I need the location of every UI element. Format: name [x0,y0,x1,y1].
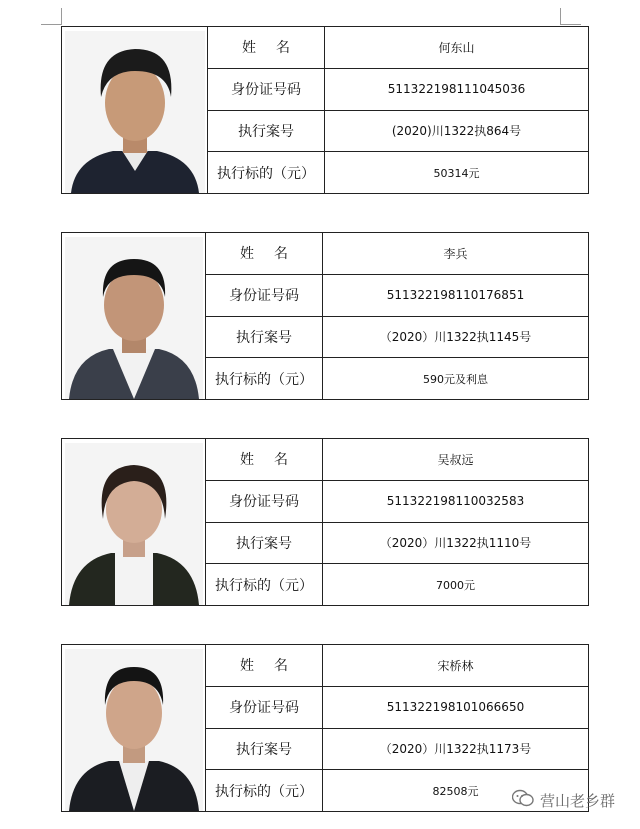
id-value: 511322198110032583 [386,494,525,509]
id-label: 身份证号码 [208,69,325,110]
watermark [512,789,615,811]
info-fields [206,645,588,811]
case-label: 执行案号 [206,729,323,770]
id-row [206,275,588,317]
person-photo [65,31,205,193]
wechat-icon [512,789,534,811]
name-value: 吴叔远 [437,452,474,467]
name-label: 姓名 [206,645,323,686]
person-photo [65,443,203,605]
case-label: 执行案号 [208,111,325,152]
record-card [61,232,589,400]
amount-value: 7000元 [436,578,475,592]
case-row [206,317,588,359]
case-value: （2020）川1322执1145号 [379,330,532,345]
name-label: 姓名 [206,439,323,480]
amount-row [206,564,588,605]
amount-label: 执行标的（元） [208,152,325,193]
name-label: 姓名 [206,233,323,274]
watermark-text: 营山老乡群 [540,791,616,810]
name-row [206,645,588,687]
case-label: 执行案号 [206,523,323,564]
case-row [208,111,588,153]
id-value: 511322198111045036 [387,82,526,97]
record-card [61,26,589,194]
amount-value: 50314元 [433,166,480,180]
case-row [206,729,588,771]
record-card [61,644,589,812]
case-row [206,523,588,565]
id-label: 身份证号码 [206,687,323,728]
id-row [206,687,588,729]
photo-cell [62,233,206,399]
name-label: 姓名 [208,27,325,68]
amount-value: 590元及利息 [423,372,488,386]
amount-label: 执行标的（元） [206,564,323,605]
name-row [206,233,588,275]
case-value: （2020）川1322执1173号 [379,742,532,757]
info-fields [206,233,588,399]
name-row [208,27,588,69]
id-value: 511322198110176851 [386,288,525,303]
photo-cell [62,27,208,193]
id-label: 身份证号码 [206,481,323,522]
name-value: 宋桥林 [437,658,474,673]
amount-value: 82508元 [432,784,479,798]
amount-row [206,358,588,399]
info-fields [208,27,588,193]
info-fields [206,439,588,605]
amount-label: 执行标的（元） [206,358,323,399]
id-label: 身份证号码 [206,275,323,316]
case-value: (2020)川1322执864号 [391,124,522,139]
case-value: （2020）川1322执1110号 [379,536,532,551]
photo-cell [62,645,206,811]
person-photo [65,237,203,399]
name-value: 何东山 [438,40,475,55]
name-value: 李兵 [443,246,468,261]
id-row [206,481,588,523]
person-photo [65,649,203,811]
amount-label: 执行标的（元） [206,770,323,811]
id-value: 511322198101066650 [386,700,525,715]
page-corner-mark-left [41,8,62,25]
amount-row [208,152,588,193]
name-row [206,439,588,481]
id-row [208,69,588,111]
page-corner-mark-right [560,8,581,25]
record-card [61,438,589,606]
case-label: 执行案号 [206,317,323,358]
photo-cell [62,439,206,605]
